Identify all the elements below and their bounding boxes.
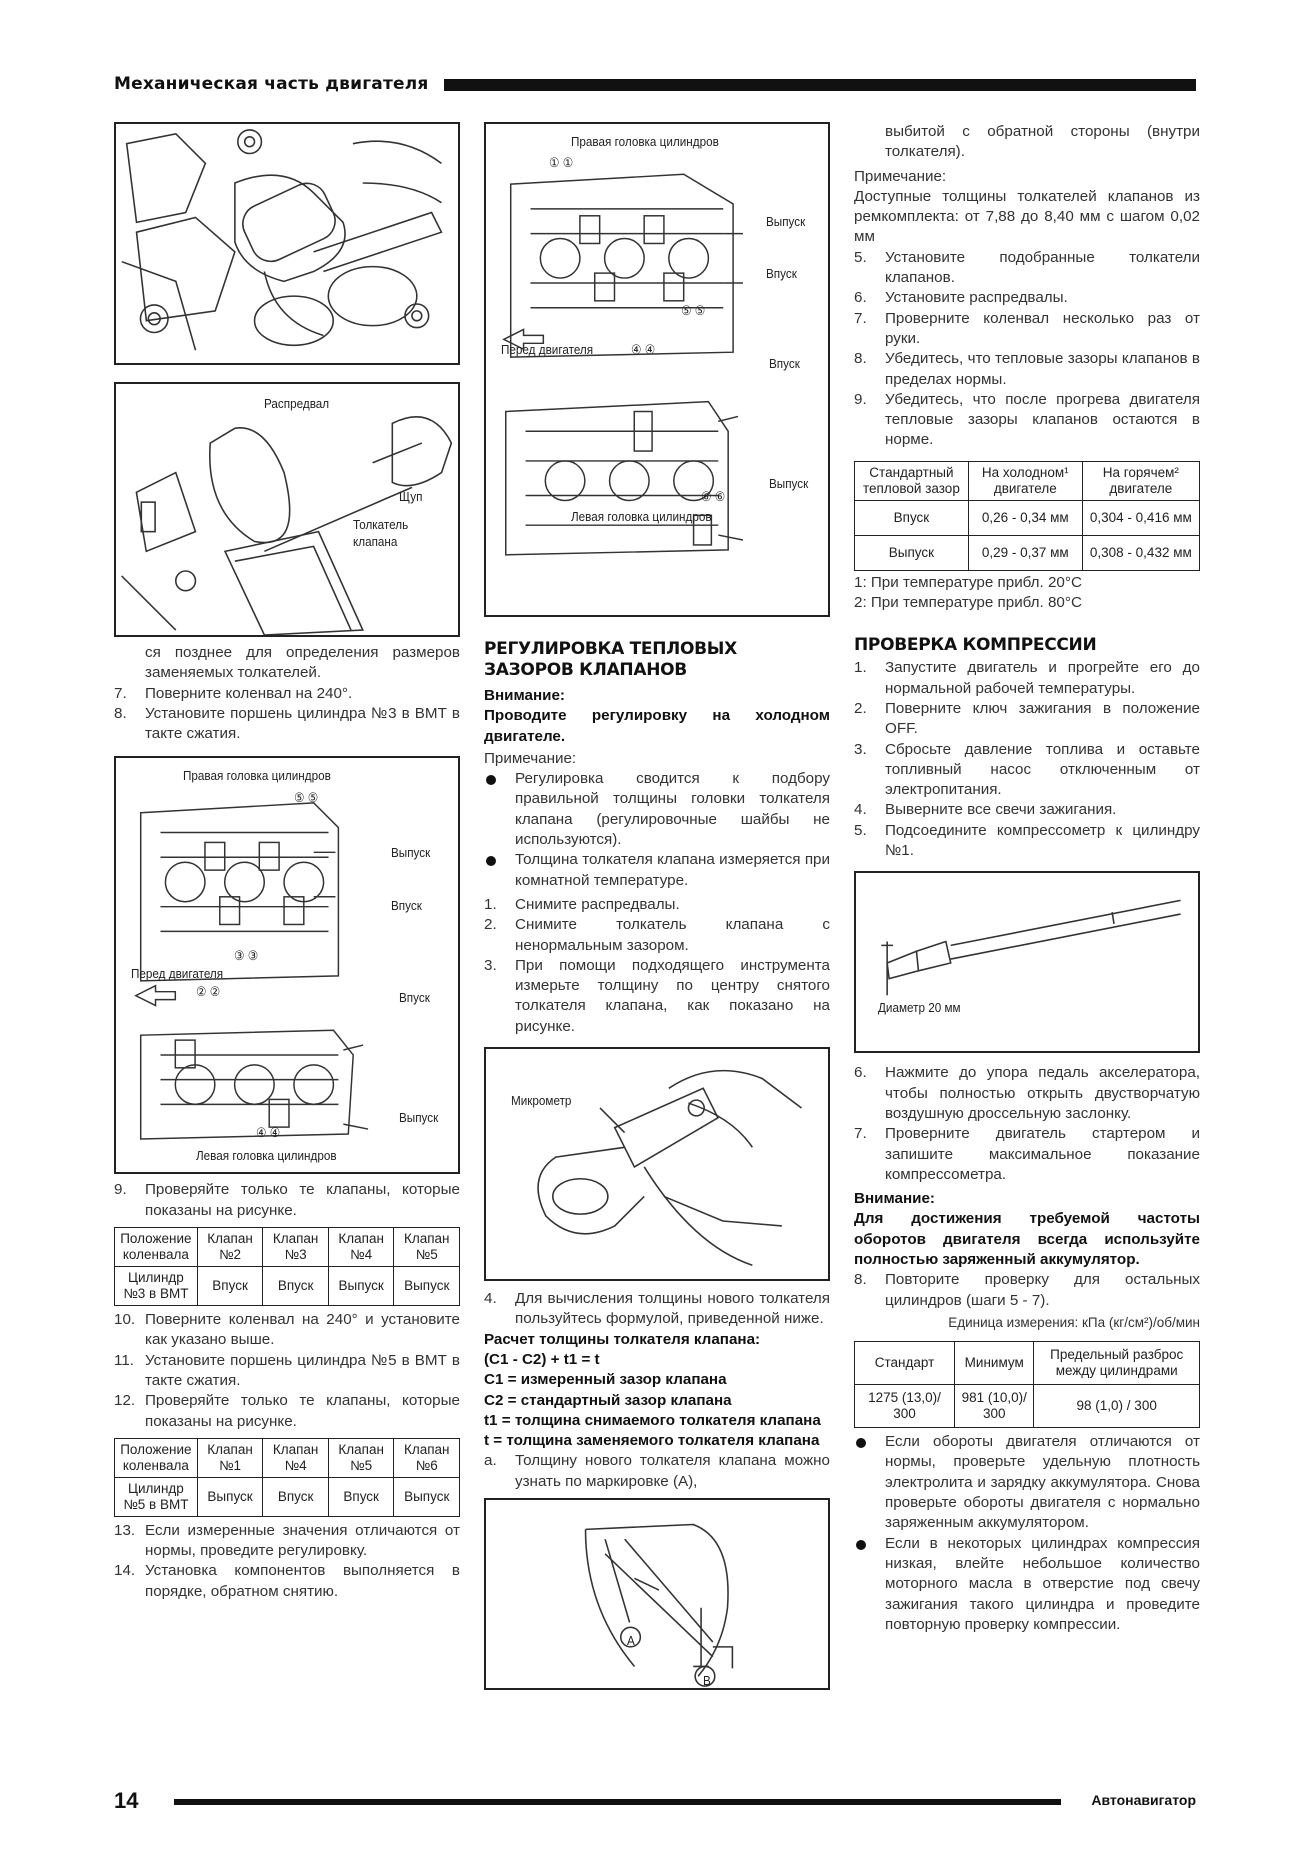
step-12: 12. Проверяйте только те клапаны, которые показаны на рисунке.: [114, 1392, 460, 1430]
note-text: Доступные толщины толкателей клапанов из ремкомплекта: от 7,88 до 8,40 мм с шагом 0,02 мм: [854, 187, 1200, 246]
label-right-head: Правая головка цилиндров: [183, 768, 331, 784]
step-2: 2. Поверните ключ зажигания в положение OFF.: [854, 699, 1200, 738]
column-right: [854, 122, 1200, 1635]
label-a: A: [627, 1633, 635, 1649]
step-9-list: [114, 1180, 460, 1221]
label-n4: ④ ④: [631, 342, 656, 357]
figure-heads-mid: [484, 122, 830, 617]
label-n5: ⑤ ⑤: [681, 303, 706, 318]
def-c2: C2 = стандартный зазор клапана: [484, 1391, 732, 1409]
label-exhaust-1: Выпуск: [391, 845, 431, 861]
unit-label: Единица измерения: кПа (кг/см²)/об/мин: [948, 1314, 1200, 1330]
note-label: Примечание:: [854, 167, 947, 185]
page-number: 14: [114, 1788, 139, 1813]
table-row: Стандартный тепловой зазор На холодном¹ двигателе На горячем² двигателе: [855, 461, 1200, 500]
label-left-head: Левая головка цилиндров: [571, 509, 712, 524]
heading-valve-adjust: РЕГУЛИРОВКА ТЕПЛОВЫХ ЗАЗОРОВ КЛАПАНОВ: [484, 639, 737, 680]
figure-camshaft-probe: [114, 382, 460, 637]
attention-text: Проводите регулировку на холодном двигателе.: [484, 707, 830, 745]
table-row: Цилиндр №5 в ВМТ Выпуск Впуск Впуск Выпуск: [115, 1477, 460, 1516]
label-right-head: Правая головка цилиндров: [571, 134, 719, 149]
label-front: Перед двигателя: [131, 966, 224, 982]
label-left-head: Левая головка цилиндров: [196, 1148, 337, 1164]
label-intake-1: Впуск: [391, 898, 422, 914]
steps-5-9: [854, 248, 1200, 451]
step-2: 2. Снимите толкатель клапана с ненормальным зазором.: [484, 916, 830, 954]
column-left: [114, 122, 460, 1602]
compressometer-illustration: [856, 873, 1198, 1051]
step-8: 8. Повторите проверку для остальных цилиндров (шаги 5 - 7).: [854, 1271, 1200, 1309]
step-7: 7. Проверните двигатель стартером и запишите максимальное показание компрессометра.: [854, 1125, 1200, 1183]
step-8: 8. Установите поршень цилиндра №3 в ВМТ в такте сжатия.: [114, 704, 460, 743]
step-11: 11. Установите поршень цилиндра №5 в ВМТ в такте сжатия.: [114, 1351, 460, 1389]
bullet-1: Если обороты двигателя отличаются от нормы, проверьте удельную плотность электролита и зарядку аккумулятора. Снова проверьте обороты двигателя с нормально заряженным аккумулятором.: [854, 1432, 1200, 1533]
step-13: 13. Если измеренные значения отличаются от нормы, проведите регулировку.: [114, 1521, 460, 1560]
label-n2: ② ②: [196, 984, 221, 1000]
label-n3: ③ ③: [234, 948, 259, 964]
step-1: 1. Снимите распредвалы.: [484, 895, 680, 913]
bullet-2: Если в некоторых цилиндрах компрессия низкая, влейте небольшое количество моторного масла в отверстие под свечу зажигания такого цилиндра и проведите повторную проверку компрессии.: [854, 1534, 1200, 1635]
step-7: 7. Поверните коленвал на 240°.: [114, 684, 353, 702]
label-tappet-2: клапана: [353, 534, 398, 549]
table-row: Выпуск 0,29 - 0,37 мм 0,308 - 0,432 мм: [855, 535, 1200, 570]
label-probe: Щуп: [399, 489, 423, 504]
figure-micrometer: [484, 1047, 830, 1281]
step-10: 10. Поверните коленвал на 240° и установите как указано выше.: [114, 1311, 460, 1349]
step-1: 1. Запустите двигатель и прогрейте его до нормальной рабочей температуры.: [854, 659, 1200, 697]
label-exhaust-2: Выпуск: [399, 1110, 439, 1126]
steps-13-14: [114, 1521, 460, 1602]
camshaft-probe-illustration: [116, 384, 458, 635]
label-exhaust-2: Выпуск: [769, 476, 809, 491]
valve-table-cyl5: [114, 1438, 460, 1517]
step-7: 7. Проверните коленвал несколько раз от руки.: [854, 309, 1200, 347]
page-footer: [114, 1790, 1196, 1814]
label-camshaft: Распредвал: [264, 396, 330, 411]
footnote-2: 2: При температуре прибл. 80°С: [854, 594, 1082, 612]
tappet-illustration: [486, 1500, 828, 1688]
label-intake-2: Впуск: [769, 356, 800, 371]
brand-name: Автонавигатор: [1091, 1792, 1196, 1808]
def-t1: t1 = толщина снимаемого толкателя клапана: [484, 1411, 821, 1429]
label-intake-1: Впуск: [766, 266, 797, 281]
figure-tappet: [484, 1498, 830, 1690]
step-8: 8. Убедитесь, что тепловые зазоры клапанов в пределах нормы.: [854, 350, 1200, 388]
step-9: 9. Убедитесь, что после прогрева двигателя тепловые зазоры клапанов остаются в норме.: [854, 390, 1200, 449]
label-n5: ⑤ ⑤: [294, 790, 319, 806]
compression-step-8: [854, 1270, 1200, 1311]
micrometer-illustration: [486, 1049, 828, 1279]
note-label: Примечание:: [484, 749, 577, 767]
column-middle: [484, 122, 830, 1690]
step-6: 6. Нажмите до упора педаль акселератора, чтобы полностью открыть двустворчатую воздушную дроссельную заслонку.: [854, 1064, 1200, 1122]
step-9: 9. Проверяйте только те клапаны, которые показаны на рисунке.: [114, 1181, 460, 1219]
step-5: 5. Подсоедините компрессометр к цилиндру №1.: [854, 821, 1200, 860]
compression-bullets: [854, 1432, 1200, 1635]
note-bullets: [484, 769, 830, 891]
section-title: Механическая часть двигателя: [114, 74, 429, 94]
steps-10-12: [114, 1310, 460, 1432]
attention-label: Внимание:: [484, 687, 565, 704]
table-row: Положение коленвала Клапан №2 Клапан №3 Клапан №4 Клапан №5: [115, 1228, 460, 1267]
valve-table-cyl3: [114, 1227, 460, 1306]
steps-1-3: [484, 895, 830, 1037]
step-5: 5. Установите подобранные толкатели клапанов.: [854, 248, 1200, 287]
label-n6: ⑥ ⑥: [701, 489, 726, 504]
label-micrometer: Микрометр: [511, 1093, 572, 1109]
step-3: 3. При помощи подходящего инструмента измерьте толщину по центру снятого толкателя клапана, как показано на рисунке.: [484, 956, 830, 1035]
table-row: Цилиндр №3 в ВМТ Впуск Впуск Выпуск Выпуск: [115, 1267, 460, 1306]
label-front: Перед двигателя: [501, 342, 594, 357]
compression-steps-6-7: [854, 1063, 1200, 1185]
table-row: Впуск 0,26 - 0,34 мм 0,304 - 0,416 мм: [855, 500, 1200, 535]
bullet-1: Регулировка сводится к подбору правильной толщины головки толкателя клапана (регулировочные шайбы не используются).: [484, 769, 830, 850]
steps-7-8: [114, 684, 460, 745]
valve-gap-table: [854, 461, 1200, 571]
step-6: 6. Установите распредвалы.: [854, 289, 1068, 307]
label-tappet-1: Толкатель: [353, 517, 409, 532]
formula-title: Расчет толщины толкателя клапана:: [484, 1330, 761, 1348]
bullet-2: Толщина толкателя клапана измеряется при комнатной температуре.: [484, 850, 830, 891]
text-continuation: ся позднее для определения размеров заменяемых толкателей.: [145, 644, 460, 682]
heading-compression: ПРОВЕРКА КОМПРЕССИИ: [854, 635, 1097, 656]
label-diameter: Диаметр 20 мм: [878, 1000, 961, 1016]
compression-steps-1-5: [854, 658, 1200, 861]
engine-tool-illustration: [116, 124, 458, 363]
figure-engine-tool: [114, 122, 460, 365]
table-row: 1275 (13,0)/ 300 981 (10,0)/ 300 98 (1,0) / 300: [855, 1385, 1200, 1428]
step-4: 4. Для вычисления толщины нового толкателя пользуйтесь формулой, приведенной ниже.: [484, 1290, 830, 1328]
attention-label: Внимание:: [854, 1190, 935, 1208]
def-t: t = толщина заменяемого толкателя клапана: [484, 1432, 820, 1450]
header-bar: [444, 79, 1196, 91]
step-a-list: [484, 1451, 830, 1492]
table-row: Положение коленвала Клапан №1 Клапан №4 Клапан №5 Клапан №6: [115, 1438, 460, 1477]
label-b: B: [703, 1673, 711, 1689]
step-3: 3. Сбросьте давление топлива и оставьте топливный насос отключенным от электропитания.: [854, 740, 1200, 799]
text-continuation: выбитой с обратной стороны (внутри толкателя).: [885, 123, 1200, 161]
step-14: 14. Установка компонентов выполняется в порядке, обратном снятию.: [114, 1562, 460, 1600]
label-intake-2: Впуск: [399, 990, 430, 1006]
figure-heads-left: [114, 756, 460, 1174]
formula: (C1 - C2) + t1 = t: [484, 1350, 600, 1368]
figure-compressometer: [854, 871, 1200, 1053]
label-n4: ④ ④: [256, 1125, 281, 1141]
page-header: [114, 74, 1196, 96]
table-row: Стандарт Минимум Предельный разброс между цилиндрами: [855, 1342, 1200, 1385]
label-exhaust-1: Выпуск: [766, 214, 806, 229]
label-n1: ① ①: [549, 155, 574, 170]
step-a: a. Толщину нового толкателя клапана можно узнать по маркировке (A),: [484, 1452, 830, 1490]
footnote-1: 1: При температуре прибл. 20°С: [854, 573, 1082, 591]
def-c1: C1 = измеренный зазор клапана: [484, 1371, 727, 1389]
footer-bar: [174, 1799, 1061, 1805]
step-4-list: [484, 1289, 830, 1330]
attention-text: Для достижения требуемой частоты оборотов двигателя всегда используйте полностью заряженный аккумулятор.: [854, 1210, 1200, 1268]
compression-table: [854, 1341, 1200, 1428]
step-4: 4. Выверните все свечи зажигания.: [854, 801, 1117, 819]
